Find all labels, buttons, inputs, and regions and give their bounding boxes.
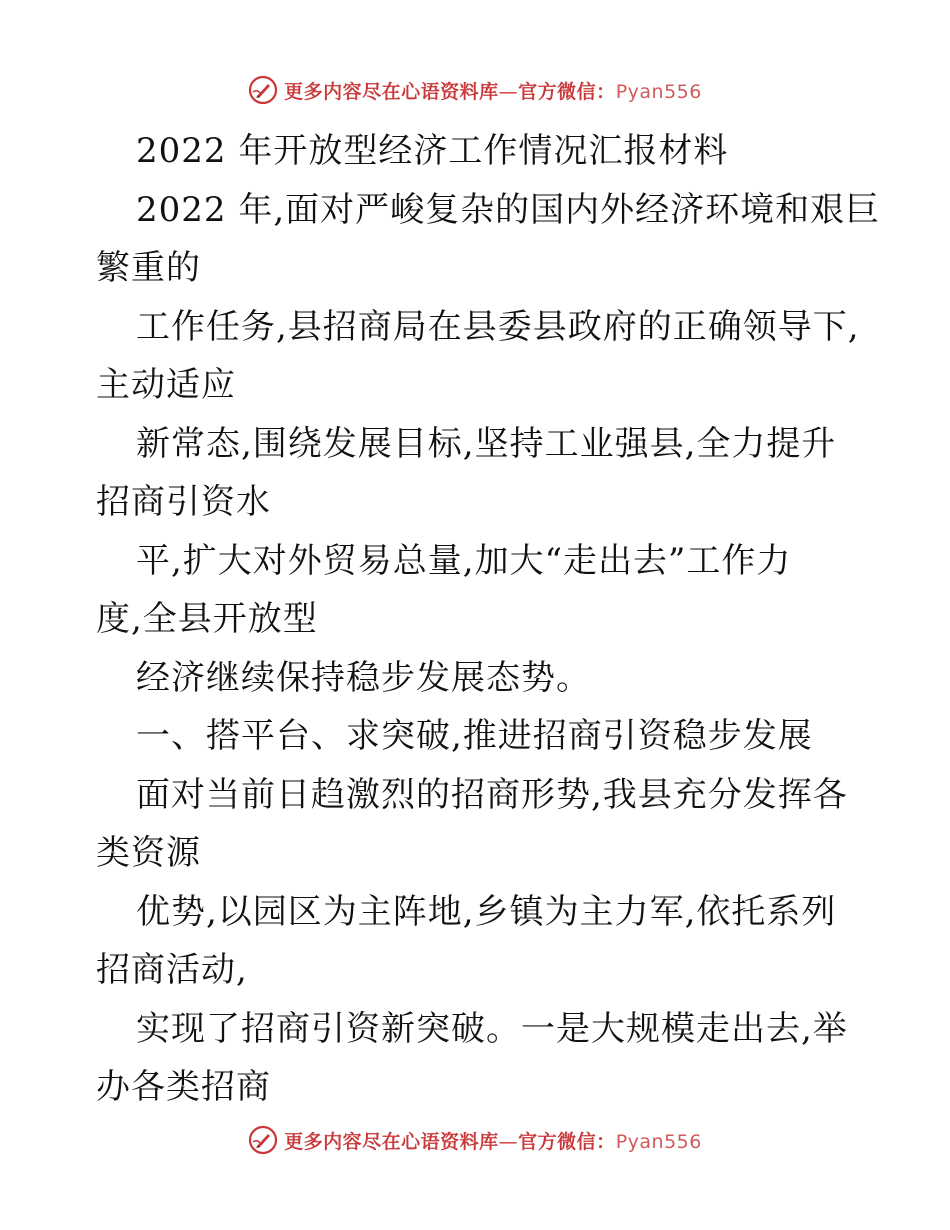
text-line: 类资源 xyxy=(96,833,201,873)
document-body xyxy=(96,122,881,1117)
text-line: 优势,以园区为主阵地,乡镇为主力军,依托系列 xyxy=(136,891,837,932)
text-line: 面对当前日趋激烈的招商形势,我县充分发挥各 xyxy=(136,774,848,815)
banner-dash: — xyxy=(498,1130,519,1153)
text-line: 工作任务,县招商局在县委县政府的正确领导下, xyxy=(136,306,860,347)
text-line: 办各类招商 xyxy=(96,1067,271,1107)
banner-dash: — xyxy=(498,80,519,103)
text-line: 度,全县开放型 xyxy=(96,599,318,639)
document-title: 2022 年开放型经济工作情况汇报材料 xyxy=(136,131,729,171)
banner-wechat-label: 官方微信： xyxy=(518,1130,616,1153)
text-line: 经济继续保持稳步发展态势。 xyxy=(136,657,591,698)
text-line: 主动适应 xyxy=(96,365,236,405)
text-line: 繁重的 xyxy=(96,248,201,288)
header-watermark-banner xyxy=(0,70,950,110)
text-line: 招商引资水 xyxy=(96,482,271,522)
text-line: 平,扩大对外贸易总量,加大“走出去”工作力 xyxy=(136,540,792,581)
footer-watermark-banner xyxy=(0,1120,950,1160)
text-line: 招商活动, xyxy=(96,950,248,990)
banner-wechat-id: Pyan556 xyxy=(615,80,702,103)
banner-main-text: 更多内容尽在心语资料库 xyxy=(284,80,499,103)
quill-pen-logo-icon xyxy=(248,1125,278,1155)
text-line: 新常态,围绕发展目标,坚持工业强县,全力提升 xyxy=(136,423,837,464)
banner-wechat-label: 官方微信： xyxy=(518,80,616,103)
section-heading: 一、搭平台、求突破,推进招商引资稳步发展 xyxy=(136,716,813,756)
banner-main-text: 更多内容尽在心语资料库 xyxy=(284,1130,499,1153)
banner-wechat-id: Pyan556 xyxy=(615,1130,702,1153)
text-line: 2022 年,面对严峻复杂的国内外经济环境和艰巨 xyxy=(136,189,881,230)
quill-pen-logo-icon xyxy=(248,75,278,105)
text-line: 实现了招商引资新突破。一是大规模走出去,举 xyxy=(136,1008,848,1049)
